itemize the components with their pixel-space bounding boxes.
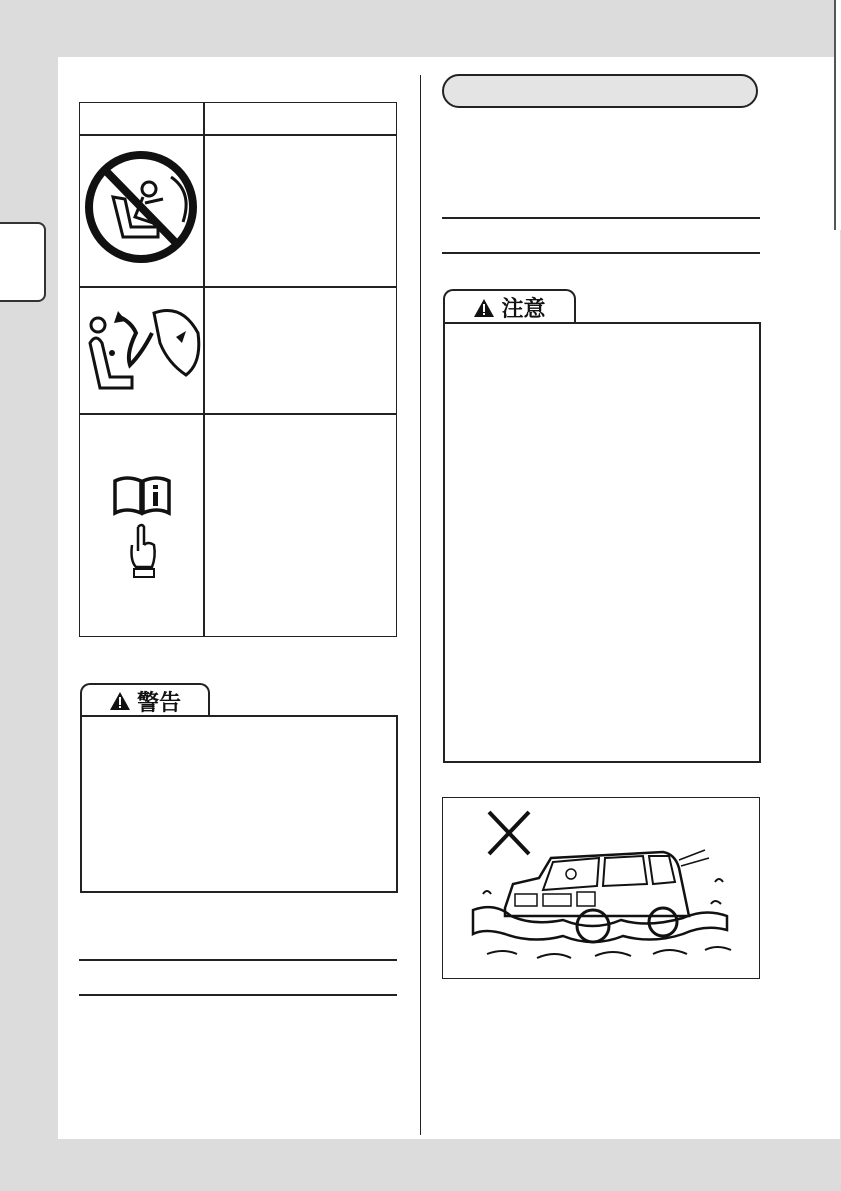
caution-box bbox=[443, 322, 761, 763]
section-heading-pill bbox=[442, 74, 758, 108]
table-column-divider bbox=[203, 103, 205, 636]
manual-info-pointing-hand-icon bbox=[112, 475, 172, 585]
page-edge-tab bbox=[834, 0, 841, 230]
table-row-divider bbox=[80, 413, 396, 415]
table-row-divider bbox=[80, 286, 396, 288]
caution-triangle-icon bbox=[473, 298, 495, 318]
no-child-seat-airbag-icon bbox=[83, 137, 201, 277]
section-rule bbox=[79, 994, 397, 996]
caution-label: 注意 bbox=[501, 297, 546, 322]
section-rule bbox=[79, 959, 397, 961]
warning-triangle-icon bbox=[109, 691, 131, 711]
table-header-divider bbox=[80, 134, 396, 136]
chapter-side-tab bbox=[0, 222, 46, 302]
airbag-deploy-seat-icon bbox=[82, 293, 202, 405]
warning-label: 警告 bbox=[136, 690, 181, 716]
warning-box bbox=[80, 715, 398, 893]
flood-illustration-frame bbox=[442, 797, 760, 979]
column-divider bbox=[420, 75, 421, 1135]
symbol-table bbox=[79, 102, 397, 637]
section-rule bbox=[442, 252, 760, 254]
car-driving-through-flood-prohibited-icon bbox=[443, 798, 758, 977]
warning-tab bbox=[80, 683, 210, 717]
section-rule bbox=[442, 217, 760, 219]
caution-tab bbox=[443, 289, 576, 324]
